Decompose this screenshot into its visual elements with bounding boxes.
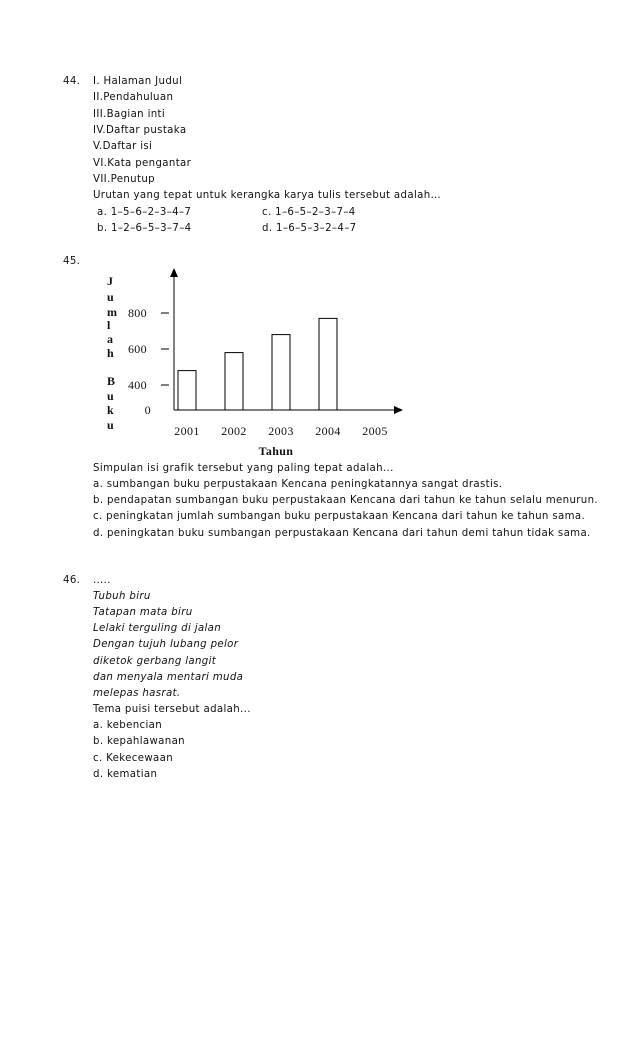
ylabel-letter: u — [107, 290, 115, 304]
bar-2004 — [319, 318, 337, 410]
ylabel-letter: k — [107, 403, 115, 417]
bar-2003 — [272, 335, 290, 410]
x-tick-label: 2005 — [362, 424, 388, 438]
bar-chart — [0, 0, 638, 470]
poem-line-4: Dengan tujuh lubang pelor — [93, 639, 239, 650]
chart-bars — [178, 318, 337, 410]
q45-question: Simpulan isi grafik tersebut yang paling tepat adalah... — [93, 463, 394, 474]
y-axis-arrow-icon — [170, 268, 178, 277]
q45-option-c: c. peningkatan jumlah sumbangan buku perpustakaan Kencana dari tahun ke tahun sama. — [93, 511, 586, 522]
chart-xlabel: Tahun — [258, 444, 294, 458]
q46-question: Tema puisi tersebut adalah... — [93, 704, 251, 715]
q45-number: 45. — [63, 256, 81, 267]
q44-item-1: I. Halaman Judul — [93, 76, 183, 87]
q44-item-4: IV.Daftar pustaka — [93, 125, 187, 136]
q44-item-5: V.Daftar isi — [93, 141, 153, 152]
poem-line-1: Tubuh biru — [93, 591, 151, 602]
poem-line-5: diketok gerbang langit — [93, 656, 217, 667]
q44-option-b: b. 1–2–6–5–3–7–4 — [97, 223, 192, 234]
y-tick-label: 0 — [144, 403, 151, 417]
q45-option-a: a. sumbangan buku perpustakaan Kencana peningkatannya sangat drastis. — [93, 479, 503, 490]
q44-option-c: c. 1–6–5–2–3–7–4 — [262, 207, 356, 218]
chart-y-ticks — [128, 306, 169, 417]
q45-option-b: b. pendapatan sumbangan buku perpustakaan Kencana dari tahun ke tahun selalu menurun. — [93, 495, 598, 506]
chart-x-ticks — [174, 424, 387, 438]
ylabel-letter: m — [107, 305, 118, 319]
q46-option-b: b. kepahlawanan — [93, 736, 185, 747]
q44-option-d: d. 1–6–5–3–2–4–7 — [262, 223, 357, 234]
q45-option-d: d. peningkatan buku sumbangan perpustakaan Kencana dari tahun demi tahun tidak sama. — [93, 528, 591, 539]
q44-item-3: III.Bagian inti — [93, 109, 166, 120]
poem-line-7: melepas hasrat. — [93, 688, 181, 699]
q44-item-7: VII.Penutup — [93, 174, 155, 185]
q44-question: Urutan yang tepat untuk kerangka karya tulis tersebut adalah… — [93, 190, 442, 201]
ylabel-letter: u — [107, 418, 115, 432]
ylabel-letter: B — [107, 374, 116, 388]
bar-2002 — [225, 353, 243, 410]
q44-option-a: a. 1–5–6–2–3–4–7 — [97, 207, 192, 218]
q44-item-6: VI.Kata pengantar — [93, 158, 192, 169]
q46-option-d: d. kematian — [93, 769, 158, 780]
x-tick-label: 2003 — [268, 424, 294, 438]
x-tick-label: 2004 — [315, 424, 341, 438]
y-tick-label: 800 — [127, 306, 147, 320]
bar-2001 — [178, 371, 196, 410]
poem-line-2: Tatapan mata biru — [93, 607, 193, 618]
q46-number: 46. — [63, 575, 81, 586]
q44-item-2: II.Pendahuluan — [93, 92, 174, 103]
y-tick-label: 400 — [127, 378, 147, 392]
ylabel-letter: u — [107, 389, 115, 403]
q46-option-a: a. kebencian — [93, 720, 163, 731]
ylabel-letter: l — [107, 318, 111, 332]
ylabel-letter: a — [107, 332, 114, 346]
poem-line-3: Lelaki terguling di jalan — [93, 623, 222, 634]
chart-ylabel — [107, 274, 117, 432]
q46-option-c: c. Kekecewaan — [93, 753, 174, 764]
ylabel-letter: J — [107, 274, 114, 288]
ylabel-letter: h — [107, 346, 115, 360]
q46-intro: ….. — [93, 575, 111, 586]
poem-line-6: dan menyala mentari muda — [93, 672, 244, 683]
x-tick-label: 2002 — [221, 424, 247, 438]
x-tick-label: 2001 — [174, 424, 200, 438]
y-tick-label: 600 — [127, 342, 147, 356]
x-axis-arrow-icon — [394, 406, 403, 414]
q44-number: 44. — [63, 76, 81, 87]
